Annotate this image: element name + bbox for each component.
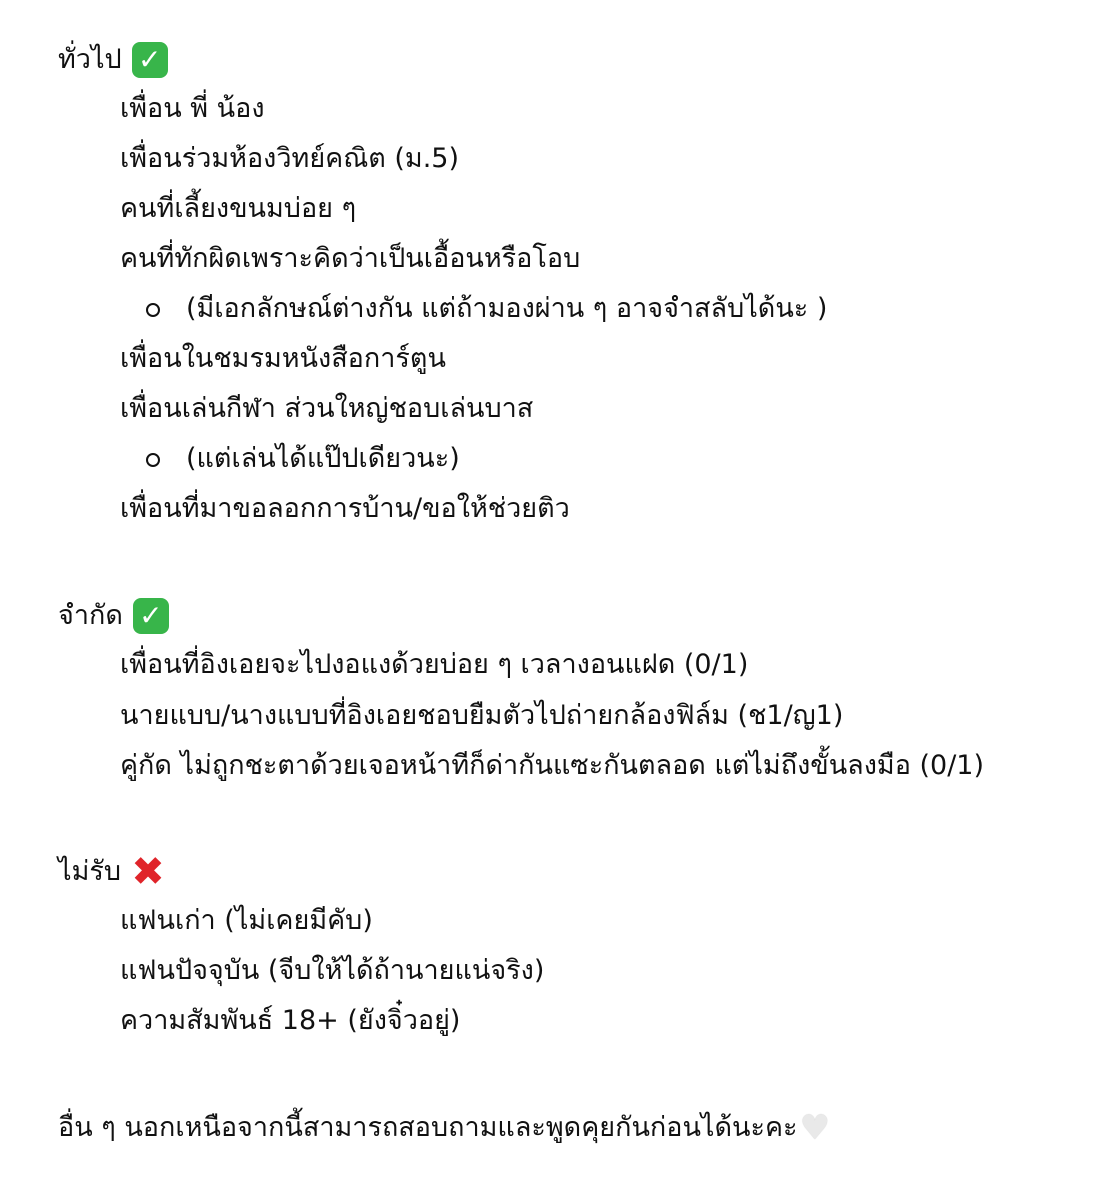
list-item: คนที่ทักผิดเพราะคิดว่าเป็นเอื้อนหรือโอบ	[120, 243, 581, 274]
list-item: คู่กัด ไม่ถูกชะตาด้วยเจอหน้าทีก็ด่ากันแซะกันตลอด แต่ไม่ถึงขั้นลงมือ (0/1)	[120, 750, 985, 781]
list-item: เพื่อนที่อิงเอยจะไปงอแงด้วยบ่อย ๆ เวลางอนแฝด (0/1)	[120, 649, 749, 680]
list-item: แฟนเก่า (ไม่เคยมีคับ)	[120, 905, 373, 936]
sub-list-item-text: (มีเอกลักษณ์ต่างกัน แต่ถ้ามองผ่าน ๆ อาจจำสลับได้นะ )	[186, 293, 828, 324]
list-item: แฟนปัจจุบัน (จีบให้ได้ถ้านายแน่จริง)	[120, 955, 545, 986]
footer-text: อื่น ๆ นอกเหนือจากนี้สามารถสอบถามและพูดคุยกันก่อนได้นะคะ	[58, 1112, 798, 1143]
cross-mark-icon: ✖	[131, 849, 165, 895]
section-title-label: ไม่รับ	[58, 856, 122, 887]
hollow-bullet-icon	[146, 453, 160, 467]
list-item: ความสัมพันธ์ 18+ (ยังจิ๋วอยู่)	[120, 1005, 461, 1036]
section-title-label: จำกัด	[58, 600, 123, 631]
sub-list-item-text: (แต่เล่นได้แป๊ปเดียวนะ)	[186, 443, 460, 474]
sub-list-item	[146, 439, 460, 479]
footer-note	[58, 1108, 830, 1148]
list-item: นายแบบ/นางแบบที่อิงเอยชอบยืมตัวไปถ่ายกล้องฟิล์ม (ช1/ญ1)	[120, 700, 844, 731]
check-mark-button-icon: ✓	[132, 42, 168, 78]
check-mark-button-icon: ✓	[133, 598, 169, 634]
sub-list-item	[146, 289, 827, 329]
section-title-general	[58, 40, 168, 80]
list-item: คนที่เลี้ยงขนมบ่อย ๆ	[120, 193, 357, 224]
hollow-bullet-icon	[146, 303, 160, 317]
section-title-limited	[58, 596, 169, 636]
list-item: เพื่อนเล่นกีฬา ส่วนใหญ่ชอบเล่นบาส	[120, 393, 534, 424]
list-item: เพื่อนร่วมห้องวิทย์คณิต (ม.5)	[120, 143, 459, 174]
list-item: เพื่อนในชมรมหนังสือการ์ตูน	[120, 343, 446, 374]
section-title-not-accepted	[58, 849, 167, 895]
list-item: เพื่อนที่มาขอลอกการบ้าน/ขอให้ช่วยติว	[120, 493, 570, 524]
white-heart-icon: ♥	[799, 1108, 831, 1148]
section-title-label: ทั่วไป	[58, 44, 122, 75]
list-item: เพื่อน พี่ น้อง	[120, 93, 265, 124]
